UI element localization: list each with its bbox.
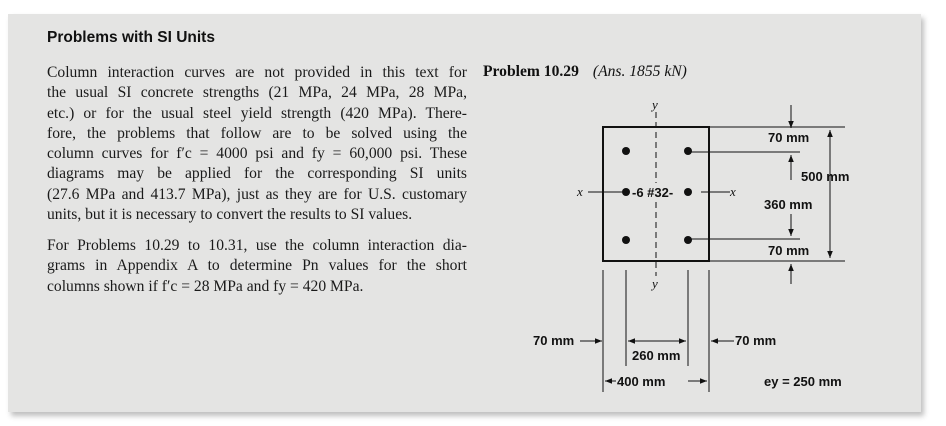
axis-x-left: x [577,184,583,199]
text-line: For Problems 10.29 to 10.31, use the column interaction dia- [47,237,467,254]
dim-label-500: 500 mm [801,169,850,184]
rebar [622,236,630,244]
text-line: diagrams may be applied for the corresponding SI units [47,165,467,183]
dim-label-260: 260 mm [632,348,681,363]
text-line: the usual SI concrete strengths (21 MPa, 24 MPa, 28 MPa, [47,84,467,102]
section-heading: Problems with SI Units [47,29,215,46]
dim-label-400: 400 mm [617,374,666,389]
problem-answer: (Ans. 1855 kN) [592,63,687,80]
text-line: column curves for f′c = 4000 psi and fy = 60,000 psi. These [47,145,467,163]
text-line: (27.6 MPa and 413.7 MPa), just as they are for U.S. customary [47,185,467,203]
text-line: columns shown if f′c = 28 MPa and fy = 420 MPa. [47,277,364,295]
text-line: Column interaction curves are not provided in this text for [47,64,467,81]
axis-y-top: y [652,97,658,112]
dim-label-70-right: 70 mm [735,333,777,348]
axis-y-bottom: y [652,276,658,291]
text-line: etc.) or for the usual steel yield strength (420 MPa). There- [47,104,467,122]
text-line: units, but it is necessary to convert the results to SI values. [47,206,413,224]
problem-label: Problem 10.29 [483,63,579,80]
bar-label: -6 #32- [632,185,674,200]
text-line: grams in Appendix A to determine Pn values for the short [47,257,467,275]
axis-x-right: x [730,184,736,199]
eccentricity-label: ey = 250 mm [764,374,842,389]
dim-label-70-top: 70 mm [768,130,810,145]
rebar [622,188,630,196]
dim-label-360: 360 mm [764,197,813,212]
text-line: fore, the problems that follow are to be solved using the [47,124,467,142]
rebar [622,147,630,155]
rebar [684,236,692,244]
dim-label-70-left: 70 mm [533,333,575,348]
dim-label-70-bottom: 70 mm [768,243,810,258]
rebar [684,188,692,196]
rebar [684,147,692,155]
